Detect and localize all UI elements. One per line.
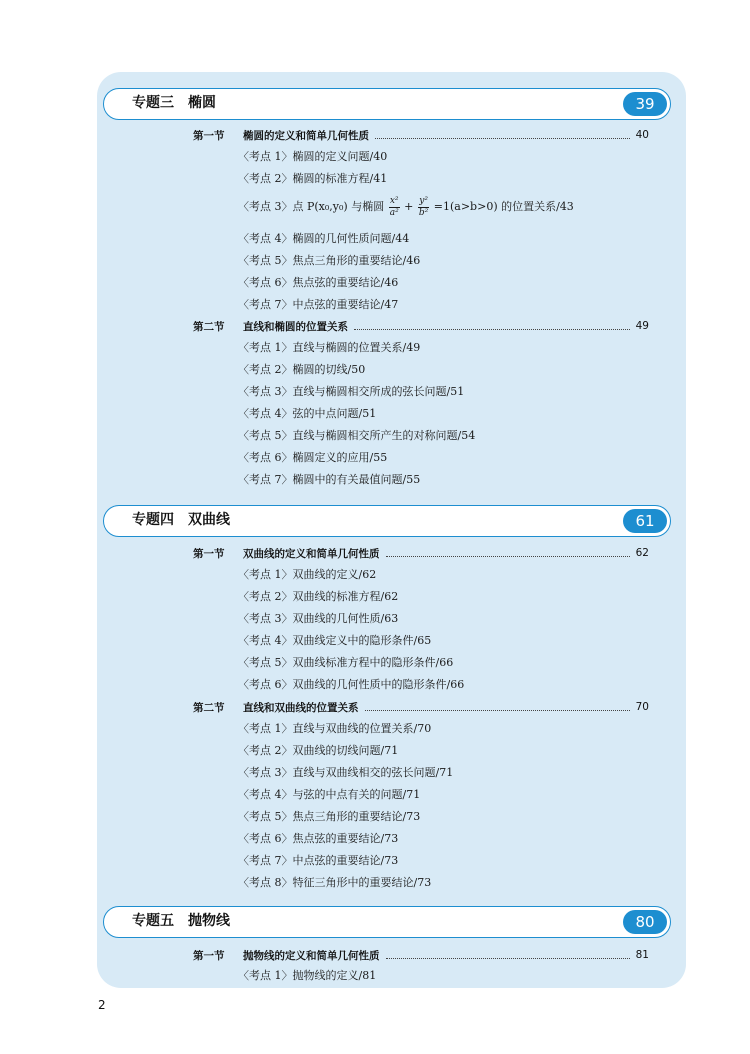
toc-item[interactable]: 〈考点 4〉与弦的中点有关的问题/71 xyxy=(238,788,421,801)
toc-item-text: =1(a>b>0) 的位置关系/43 xyxy=(430,200,574,213)
section-heading[interactable] xyxy=(193,317,649,335)
section-title: 双曲线的定义和简单几何性质 xyxy=(243,547,380,560)
toc-item[interactable]: 〈考点 2〉椭圆的标准方程/41 xyxy=(238,172,388,185)
topic-header-3[interactable] xyxy=(103,88,671,120)
section-page: 49 xyxy=(635,320,649,332)
section-label: 第一节 xyxy=(193,949,225,962)
topic-page-badge: 61 xyxy=(623,509,667,533)
topic-header-5[interactable] xyxy=(103,906,671,938)
toc-item[interactable]: 〈考点 1〉直线与双曲线的位置关系/70 xyxy=(238,722,432,735)
toc-item[interactable] xyxy=(238,192,574,222)
topic-header-4[interactable] xyxy=(103,505,671,537)
section-title: 直线和双曲线的位置关系 xyxy=(243,701,359,714)
topic-title: 专题五 抛物线 xyxy=(132,913,230,929)
toc-item[interactable]: 〈考点 7〉椭圆中的有关最值问题/55 xyxy=(238,473,421,486)
topic-title: 专题三 椭圆 xyxy=(132,95,216,111)
topic-page-badge: 39 xyxy=(623,92,667,116)
topic-page-badge: 80 xyxy=(623,910,667,934)
page-number: 2 xyxy=(98,998,106,1012)
dot-leader xyxy=(386,958,630,959)
toc-item[interactable]: 〈考点 7〉中点弦的重要结论/47 xyxy=(238,298,399,311)
dot-leader xyxy=(365,710,630,711)
toc-item[interactable]: 〈考点 8〉特征三角形中的重要结论/73 xyxy=(238,876,432,889)
section-heading[interactable] xyxy=(193,126,649,144)
toc-item[interactable]: 〈考点 4〉椭圆的几何性质问题/44 xyxy=(238,232,410,245)
toc-item[interactable]: 〈考点 6〉焦点弦的重要结论/73 xyxy=(238,832,399,845)
section-label: 第二节 xyxy=(193,701,225,714)
toc-item[interactable]: 〈考点 3〉直线与双曲线相交的弦长问题/71 xyxy=(238,766,454,779)
section-page: 81 xyxy=(635,949,649,961)
toc-item[interactable]: 〈考点 5〉焦点三角形的重要结论/73 xyxy=(238,810,421,823)
plus-sign: + xyxy=(400,200,417,213)
toc-item[interactable]: 〈考点 4〉弦的中点问题/51 xyxy=(238,407,377,420)
toc-item[interactable]: 〈考点 1〉椭圆的定义问题/40 xyxy=(238,150,388,163)
toc-item[interactable]: 〈考点 3〉直线与椭圆相交所成的弦长问题/51 xyxy=(238,385,465,398)
section-page: 70 xyxy=(635,701,649,713)
dot-leader xyxy=(354,329,630,330)
topic-title: 专题四 双曲线 xyxy=(132,512,230,528)
toc-item[interactable]: 〈考点 6〉双曲线的几何性质中的隐形条件/66 xyxy=(238,678,465,691)
dot-leader xyxy=(375,138,630,139)
toc-item[interactable]: 〈考点 1〉抛物线的定义/81 xyxy=(238,969,377,982)
section-heading[interactable] xyxy=(193,544,649,562)
section-heading[interactable] xyxy=(193,946,649,964)
toc-item[interactable]: 〈考点 6〉焦点弦的重要结论/46 xyxy=(238,276,399,289)
section-label: 第一节 xyxy=(193,129,225,142)
dot-leader xyxy=(386,556,630,557)
toc-item[interactable]: 〈考点 5〉直线与椭圆相交所产生的对称问题/54 xyxy=(238,429,476,442)
toc-item[interactable]: 〈考点 6〉椭圆定义的应用/55 xyxy=(238,451,388,464)
fraction-y: $\frac{\text{y²}}{\text{b²}}$ xyxy=(418,195,429,218)
section-title: 椭圆的定义和简单几何性质 xyxy=(243,129,369,142)
fraction-x: $\frac{\text{x²}}{\text{a²}}$ xyxy=(389,195,399,218)
toc-item[interactable]: 〈考点 2〉椭圆的切线/50 xyxy=(238,363,366,376)
section-label: 第一节 xyxy=(193,547,225,560)
toc-item[interactable]: 〈考点 5〉双曲线标准方程中的隐形条件/66 xyxy=(238,656,454,669)
toc-item[interactable]: 〈考点 1〉双曲线的定义/62 xyxy=(238,568,377,581)
toc-item-text: 〈考点 3〉点 P(x₀,y₀) 与椭圆 xyxy=(238,200,388,213)
toc-item[interactable]: 〈考点 7〉中点弦的重要结论/73 xyxy=(238,854,399,867)
toc-item[interactable]: 〈考点 2〉双曲线的切线问题/71 xyxy=(238,744,399,757)
section-label: 第二节 xyxy=(193,320,225,333)
toc-item[interactable]: 〈考点 5〉焦点三角形的重要结论/46 xyxy=(238,254,421,267)
toc-item[interactable]: 〈考点 4〉双曲线定义中的隐形条件/65 xyxy=(238,634,432,647)
toc-item[interactable]: 〈考点 1〉直线与椭圆的位置关系/49 xyxy=(238,341,421,354)
section-page: 40 xyxy=(635,129,649,141)
section-title: 抛物线的定义和简单几何性质 xyxy=(243,949,380,962)
toc-item[interactable]: 〈考点 2〉双曲线的标准方程/62 xyxy=(238,590,399,603)
toc-item[interactable]: 〈考点 3〉双曲线的几何性质/63 xyxy=(238,612,399,625)
section-heading[interactable] xyxy=(193,698,649,716)
section-page: 62 xyxy=(635,547,649,559)
section-title: 直线和椭圆的位置关系 xyxy=(243,320,348,333)
